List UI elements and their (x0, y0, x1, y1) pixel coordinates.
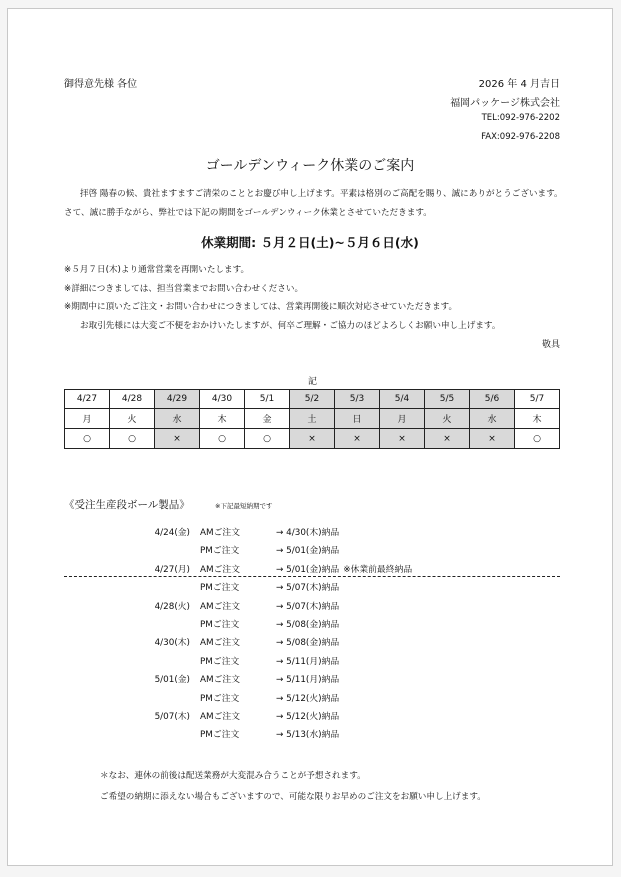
order-date: 4/24(金) (154, 528, 190, 538)
document-title: ゴールデンウィーク休業のご案内 (205, 158, 415, 174)
closing-keigu: 敬具 (541, 340, 560, 350)
calendar-date-cell: 5/5 (425, 390, 470, 409)
company-fax: FAX:092-976-2208 (481, 132, 560, 142)
calendar-date-cell: 5/1 (245, 390, 290, 409)
calendar-status-cell: ○ (515, 429, 560, 449)
delivery-text: → 5/08(金)納品 (276, 620, 340, 630)
calendar-date-cell: 5/2 (290, 390, 335, 409)
delivery-date (276, 580, 339, 593)
calendar-status-cell: ○ (65, 429, 110, 449)
footer-line-2: ご希望の納期に添えない場合もございますので、可能な限りお早めのご注文をお願い申し上げます。 (100, 792, 486, 802)
calendar-status-cell: × (155, 429, 200, 449)
company-tel: TEL:092-976-2202 (481, 113, 560, 123)
order-time: AMご注文 (200, 528, 240, 538)
delivery-date (276, 617, 339, 630)
addressee: 御得意先様 各位 (64, 79, 138, 90)
calendar-date-cell: 4/29 (155, 390, 200, 409)
calendar-status-row (65, 429, 560, 449)
calendar-status-cell: × (290, 429, 335, 449)
delivery-text: → 5/11(月)納品 (276, 675, 340, 686)
order-time: PMご注文 (200, 730, 240, 741)
delivery-date (276, 691, 339, 704)
order-time: PMご注文 (200, 656, 240, 667)
section-note: ※下記最短納期です (215, 502, 273, 510)
delivery-text: → 5/01(金)納品 (276, 546, 340, 557)
order-time: AMご注文 (200, 638, 240, 649)
calendar-weekday-cell: 木 (200, 409, 245, 429)
delivery-text: → 5/01(金)納品 (276, 564, 340, 575)
delivery-date (276, 709, 339, 722)
order-time: PMご注文 (200, 693, 240, 704)
calendar-status-cell: ○ (245, 429, 290, 449)
order-time: AMご注文 (200, 564, 240, 575)
order-date: 4/28(火) (154, 601, 190, 612)
calendar-date-cell: 5/4 (380, 390, 425, 409)
calendar-date-cell: 4/28 (110, 390, 155, 409)
order-date: 4/30(木) (154, 638, 190, 649)
delivery-note: ※休業前最終納品 (343, 564, 413, 575)
order-date: 5/01(金) (154, 675, 190, 686)
delivery-date (276, 727, 339, 740)
calendar-weekday-cell: 火 (110, 409, 155, 429)
calendar-date-cell: 5/7 (515, 390, 560, 409)
calendar-weekdays-row (65, 409, 560, 429)
order-time: AMご注文 (200, 601, 240, 612)
delivery-text: → 5/11(月)納品 (276, 656, 340, 667)
document-page (7, 8, 613, 866)
delivery-date (276, 672, 339, 685)
calendar-status-cell: × (335, 429, 380, 449)
delivery-text: → 5/07(木)納品 (276, 583, 340, 594)
calendar-weekday-cell: 土 (290, 409, 335, 429)
order-time: PMご注文 (200, 583, 240, 594)
delivery-text: → 5/12(火)納品 (276, 712, 340, 722)
order-date: 5/07(木) (154, 712, 190, 722)
calendar-weekday-cell: 水 (470, 409, 515, 429)
greeting-line-1: 拝啓 陽春の候、貴社ますますご清栄のこととお慶び申し上げます。平素は格別のご高配を賜り、誠にありがとうございます。 (80, 189, 563, 199)
calendar-dates-row (65, 390, 560, 409)
delivery-text: → 5/07(木)納品 (276, 601, 340, 612)
order-date: 4/27(月) (154, 564, 190, 575)
holiday-calendar-table (64, 389, 560, 449)
delivery-date (276, 635, 339, 648)
calendar-status-cell: × (425, 429, 470, 449)
calendar-weekday-cell: 水 (155, 409, 200, 429)
calendar-status-cell: ○ (200, 429, 245, 449)
greeting-line-2: さて、誠に勝手ながら、弊社では下記の期間をゴールデンウィーク休業とさせていただきます。 (64, 208, 432, 218)
delivery-date (276, 562, 412, 575)
calendar-date-cell: 5/3 (335, 390, 380, 409)
section-title: 《受注生産段ボール製品》 (64, 499, 190, 511)
delivery-date (276, 543, 339, 556)
dashed-divider (64, 576, 560, 577)
issue-date: 2026 年 4 月吉日 (478, 79, 560, 90)
calendar-weekday-cell: 金 (245, 409, 290, 429)
delivery-text: → 5/08(金)納品 (276, 638, 340, 649)
calendar-date-cell: 4/30 (200, 390, 245, 409)
delivery-date (276, 525, 339, 538)
order-time: PMご注文 (200, 546, 240, 557)
calendar-status-cell: × (380, 429, 425, 449)
order-time: AMご注文 (200, 675, 240, 686)
delivery-date (276, 599, 339, 612)
calendar-weekday-cell: 火 (425, 409, 470, 429)
calendar-weekday-cell: 月 (65, 409, 110, 429)
delivery-text: → 4/30(木)納品 (276, 528, 340, 538)
calendar-weekday-cell: 木 (515, 409, 560, 429)
calendar-status-cell: ○ (110, 429, 155, 449)
delivery-date (276, 654, 339, 667)
calendar-date-cell: 5/6 (470, 390, 515, 409)
calendar-weekday-cell: 日 (335, 409, 380, 429)
note-line: お取引先様には大変ご不便をおかけいたしますが、何卒ご理解・ご協力のほどよろしくお願い申し上げます。 (80, 321, 501, 331)
ki-heading: 記 (308, 377, 318, 387)
note-line: ※期間中に頂いたご注文・お問い合わせにつきましては、営業再開後に順次対応させていただきます。 (64, 302, 458, 312)
footer-line-1: ＊なお、連休の前後は配送業務が大変混み合うことが予想されます。 (100, 771, 366, 781)
note-line: ※詳細につきましては、担当営業までお問い合わせください。 (64, 284, 304, 294)
calendar-status-cell: × (470, 429, 515, 449)
order-time: AMご注文 (200, 712, 240, 722)
company-name: 福岡パッケージ株式会社 (450, 98, 560, 109)
delivery-text: → 5/12(火)納品 (276, 693, 340, 704)
calendar-weekday-cell: 月 (380, 409, 425, 429)
holiday-period: 休業期間: ５月２日(土)~５月６日(水) (201, 235, 419, 250)
calendar-date-cell: 4/27 (65, 390, 110, 409)
note-line: ※５月７日(木)より通常営業を再開いたします。 (64, 265, 250, 275)
delivery-text: → 5/13(水)納品 (276, 730, 340, 741)
order-time: PMご注文 (200, 620, 240, 630)
